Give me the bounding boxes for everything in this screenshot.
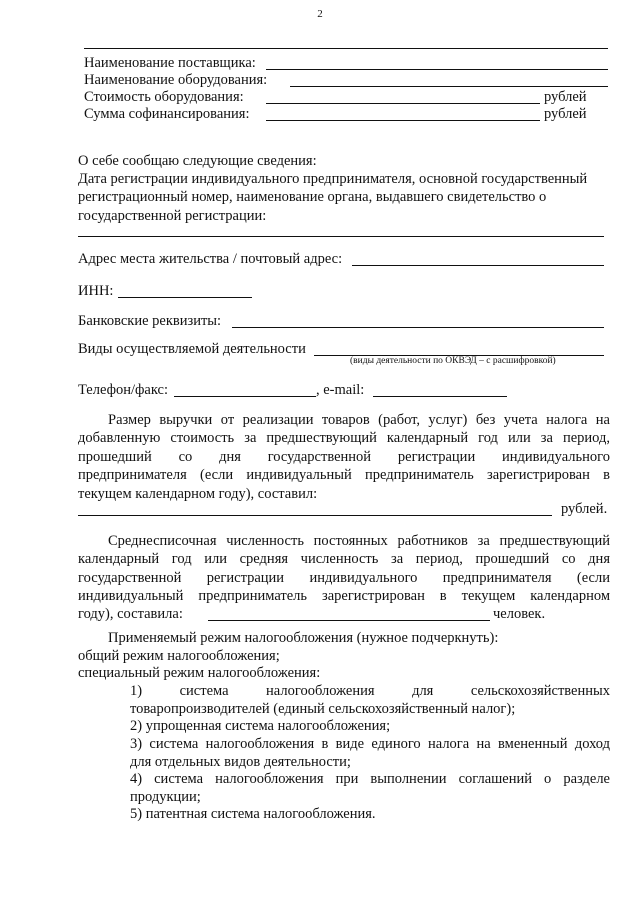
about-intro: О себе сообщаю следующие сведения: xyxy=(78,153,317,169)
revenue-line: текущем календарном году), составил: xyxy=(78,485,318,502)
tax-general[interactable]: общий режим налогообложения; xyxy=(78,648,280,664)
supplier-name-row xyxy=(84,54,608,72)
headcount-paragraph xyxy=(78,532,610,606)
revenue-line: прошедший со дня государственной регистрации индивидуального xyxy=(78,448,610,465)
headcount-line: Среднесписочная численность постоянных работников за предшествующий xyxy=(108,533,610,549)
inn-field[interactable] xyxy=(118,282,252,298)
headcount-line: индивидуальный предприниматель зарегистрирован в текущем календарном xyxy=(78,588,610,605)
cofinancing-field[interactable] xyxy=(266,105,540,121)
bank-field[interactable] xyxy=(232,312,604,328)
headcount-line: государственной регистрации индивидуального предпринимателя (если xyxy=(78,569,610,586)
registration-line: Дата регистрации индивидуального предпринимателя, основной государственный xyxy=(78,171,588,187)
supplier-name-field[interactable] xyxy=(266,54,608,70)
equipment-name-field[interactable] xyxy=(290,71,608,87)
headcount-field[interactable] xyxy=(208,605,490,621)
activity-label: Виды осуществляемой деятельности xyxy=(78,341,306,357)
equipment-name-label: Наименование оборудования: xyxy=(84,72,268,88)
supplier-name-label: Наименование поставщика: xyxy=(84,55,256,71)
equipment-cost-label: Стоимость оборудования: xyxy=(84,89,244,105)
equipment-cost-field[interactable] xyxy=(266,88,540,104)
email-label: , e-mail: xyxy=(316,382,365,398)
equipment-name-row xyxy=(84,71,608,89)
tax-option-2[interactable]: 2) упрощенная система налогообложения; xyxy=(130,718,391,734)
email-field[interactable] xyxy=(373,381,507,397)
cofinancing-row xyxy=(84,105,608,123)
equipment-cost-row xyxy=(84,88,608,106)
tax-option-line: 3) система налогообложения в виде единого налога на вмененный доход xyxy=(130,736,610,752)
tax-option-1[interactable] xyxy=(130,682,610,719)
registration-field[interactable] xyxy=(78,221,604,237)
activity-field[interactable] xyxy=(314,340,604,356)
headcount-unit: человек. xyxy=(493,606,546,622)
equipment-cost-unit: рублей xyxy=(544,89,587,105)
tax-option-5[interactable]: 5) патентная система налогообложения. xyxy=(130,806,376,822)
address-label: Адрес места жительства / почтовый адрес: xyxy=(78,251,343,267)
cofinancing-unit: рублей xyxy=(544,106,587,122)
revenue-paragraph xyxy=(78,411,610,503)
tax-option-line: 4) система налогообложения при выполнении соглашений о разделе xyxy=(130,771,610,787)
phone-field[interactable] xyxy=(174,381,316,397)
tax-heading: Применяемый режим налогообложения (нужное подчеркнуть): xyxy=(108,630,499,646)
tax-option-4[interactable] xyxy=(130,770,610,807)
tax-option-line: для отдельных видов деятельности; xyxy=(130,754,351,771)
headcount-line: календарный год или средняя численность за период, прошедший со дня xyxy=(78,551,610,568)
activity-hint: (виды деятельности по ОКВЭД – с расшифровкой) xyxy=(350,356,556,366)
tax-option-line: товаропроизводителей (единый сельскохозяйственный налог); xyxy=(130,701,516,718)
inn-label: ИНН: xyxy=(78,283,114,299)
tax-option-line: 1) система налогообложения для сельскохозяйственных xyxy=(130,683,610,699)
tax-option-line: продукции; xyxy=(130,789,201,806)
headcount-last-label: году), составила: xyxy=(78,606,183,622)
revenue-line: добавленную стоимость за предшествующий календарный год или за период, xyxy=(78,430,610,447)
revenue-field[interactable] xyxy=(78,500,552,516)
registration-paragraph xyxy=(78,170,610,225)
tax-special[interactable]: специальный режим налогообложения: xyxy=(78,665,321,681)
cofinancing-label: Сумма софинансирования: xyxy=(84,106,250,122)
tax-option-3[interactable] xyxy=(130,735,610,772)
revenue-line: предпринимателя (если индивидуальный предприниматель зарегистрирован в xyxy=(78,467,610,484)
top-rule xyxy=(84,48,608,49)
address-field[interactable] xyxy=(352,250,604,266)
page-number: 2 xyxy=(317,8,323,20)
bank-label: Банковские реквизиты: xyxy=(78,313,222,329)
registration-line: государственной регистрации: xyxy=(78,207,267,224)
registration-line: регистрационный номер, наименование органа, выдавшего свидетельство о xyxy=(78,189,547,206)
revenue-line: Размер выручки от реализации товаров (работ, услуг) без учета налога на xyxy=(108,412,610,428)
phone-label: Телефон/факс: xyxy=(78,382,169,398)
revenue-unit: рублей. xyxy=(561,501,608,517)
